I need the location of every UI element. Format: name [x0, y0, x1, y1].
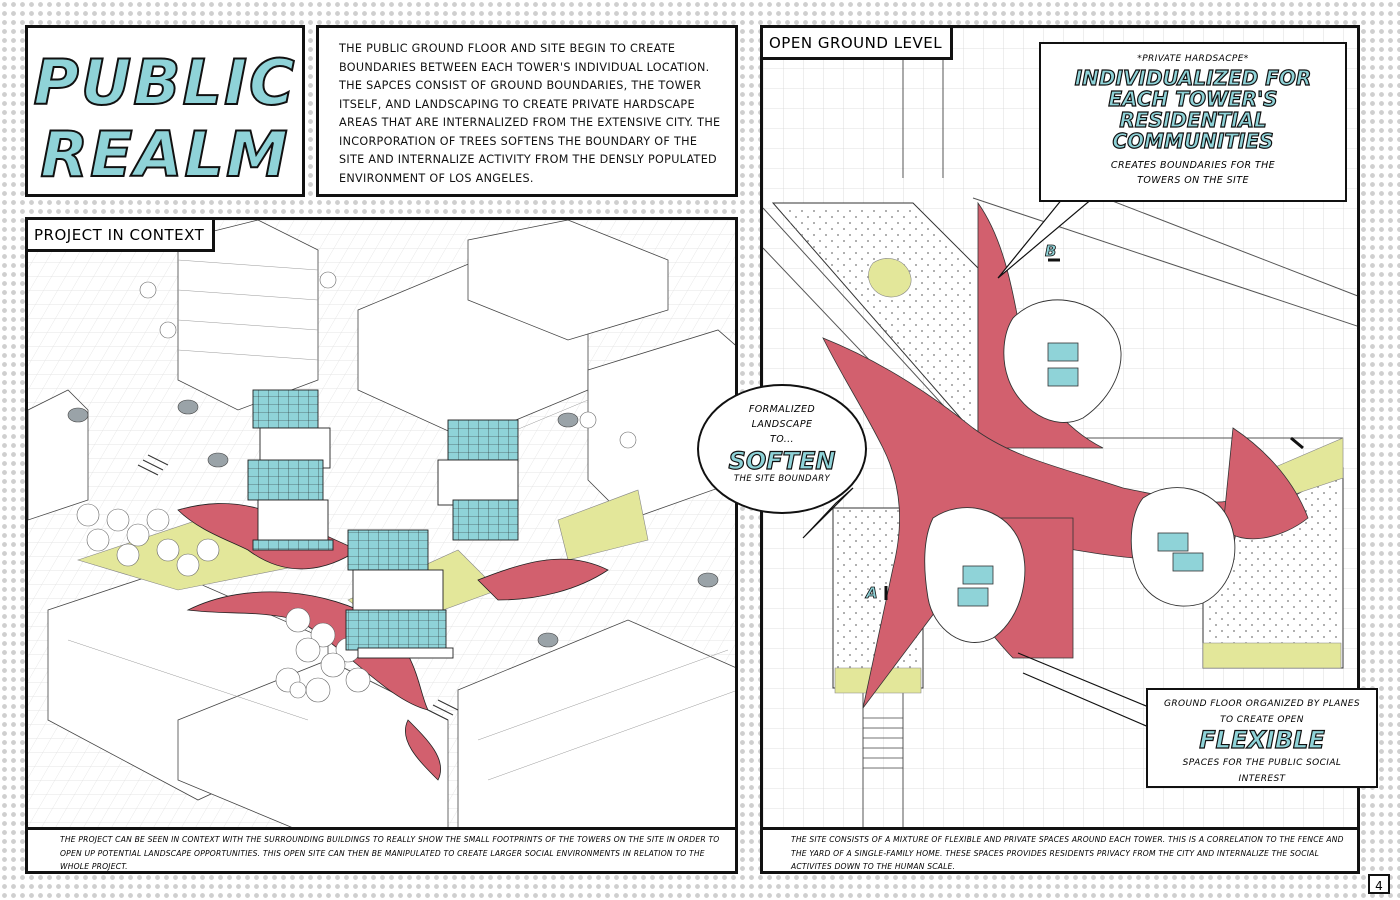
soften-headline: SOFTEN — [728, 447, 836, 475]
ground-panel-caption: THE SITE CONSISTS OF A MIXTURE OF FLEXIBLE AND PRIVATE SPACES AROUND EACH TOWER. THIS IS A CORRELATION TO THE FENCE AND THE YARD OF A SINGLE-FAMILY HOME. THESE SPACES PROVIDES RESIDENTS PRIVACY FROM THE CITY AND INTERNALIZE THE SOCIAL ACTIVITES DOWN TO THE HUMAN SCALE. — [763, 827, 1357, 871]
soften-pre-1: FORMALIZED — [748, 404, 816, 415]
marker-b: B — [1045, 242, 1057, 260]
soften-pre-3: TO... — [770, 434, 794, 445]
title-line-2: REALM — [40, 118, 290, 191]
flexible-pre: GROUND FLOOR ORGANIZED BY PLANES TO CREATE OPEN — [1163, 699, 1361, 725]
title-line-1: PUBLIC — [33, 46, 297, 119]
title-panel — [25, 25, 305, 197]
flexible-callout — [1146, 688, 1378, 788]
private-callout-kicker: *PRIVATE HARDSACPE* — [1137, 54, 1249, 64]
context-axonometric-drawing — [28, 220, 738, 830]
marker-a: A — [866, 584, 878, 602]
intro-text: THE PUBLIC GROUND FLOOR AND SITE BEGIN TO CREATE BOUNDARIES BETWEEN EACH TOWER'S INDIVIDUAL LOCATION. THE SAPCES CONSIST OF GROUND BOUNDARIES, THE TOWER ITSELF, AND LANDSCAPING TO CREATE PRIVATE HARDSCAPE AREAS THAT ARE INTERNALIZED FROM THE EXTENSIVE CITY. THE INCORPORATION OF TREES SOFTENS THE BOUNDARY OF THE SITE AND INTERNALIZE ACTIVITY FROM THE DENSLY POPULATED ENVIRONMENT OF LOS ANGELES. — [339, 42, 721, 185]
ground-panel-label: OPEN GROUND LEVEL — [763, 28, 953, 60]
private-hardscape-callout — [1039, 42, 1347, 202]
intro-panel — [316, 25, 738, 197]
flexible-headline: FLEXIBLE — [1199, 726, 1325, 754]
context-panel — [25, 217, 738, 874]
soften-speech-bubble — [697, 384, 867, 514]
private-callout-sub: CREATES BOUNDARIES FOR THE TOWERS ON THE SITE — [1110, 160, 1276, 186]
private-callout-headline: INDIVIDUALIZED FOR EACH TOWER'S RESIDENTIAL COMMUNITIES — [1074, 66, 1312, 153]
flexible-sub: SPACES FOR THE PUBLIC SOCIAL INTEREST — [1182, 758, 1342, 785]
soften-sub: THE SITE BOUNDARY — [733, 474, 831, 485]
context-panel-label: PROJECT IN CONTEXT — [28, 220, 215, 252]
soften-pre-2: LANDSCAPE — [751, 419, 813, 430]
page-number: 4 — [1368, 874, 1390, 894]
context-panel-caption: THE PROJECT CAN BE SEEN IN CONTEXT WITH THE SURROUNDING BUILDINGS TO REALLY SHOW THE SMALL FOOTPRINTS OF THE TOWERS ON THE SITE IN ORDER TO OPEN UP POTENTIAL LANDSCAPE OPPORTUNITIES. THIS OPEN SITE CAN THEN BE MANIPULATED TO CREATE LARGER SOCIAL ENVIRONMENTS IN RELATION TO THE WHOLE PROJECT. — [28, 827, 735, 871]
